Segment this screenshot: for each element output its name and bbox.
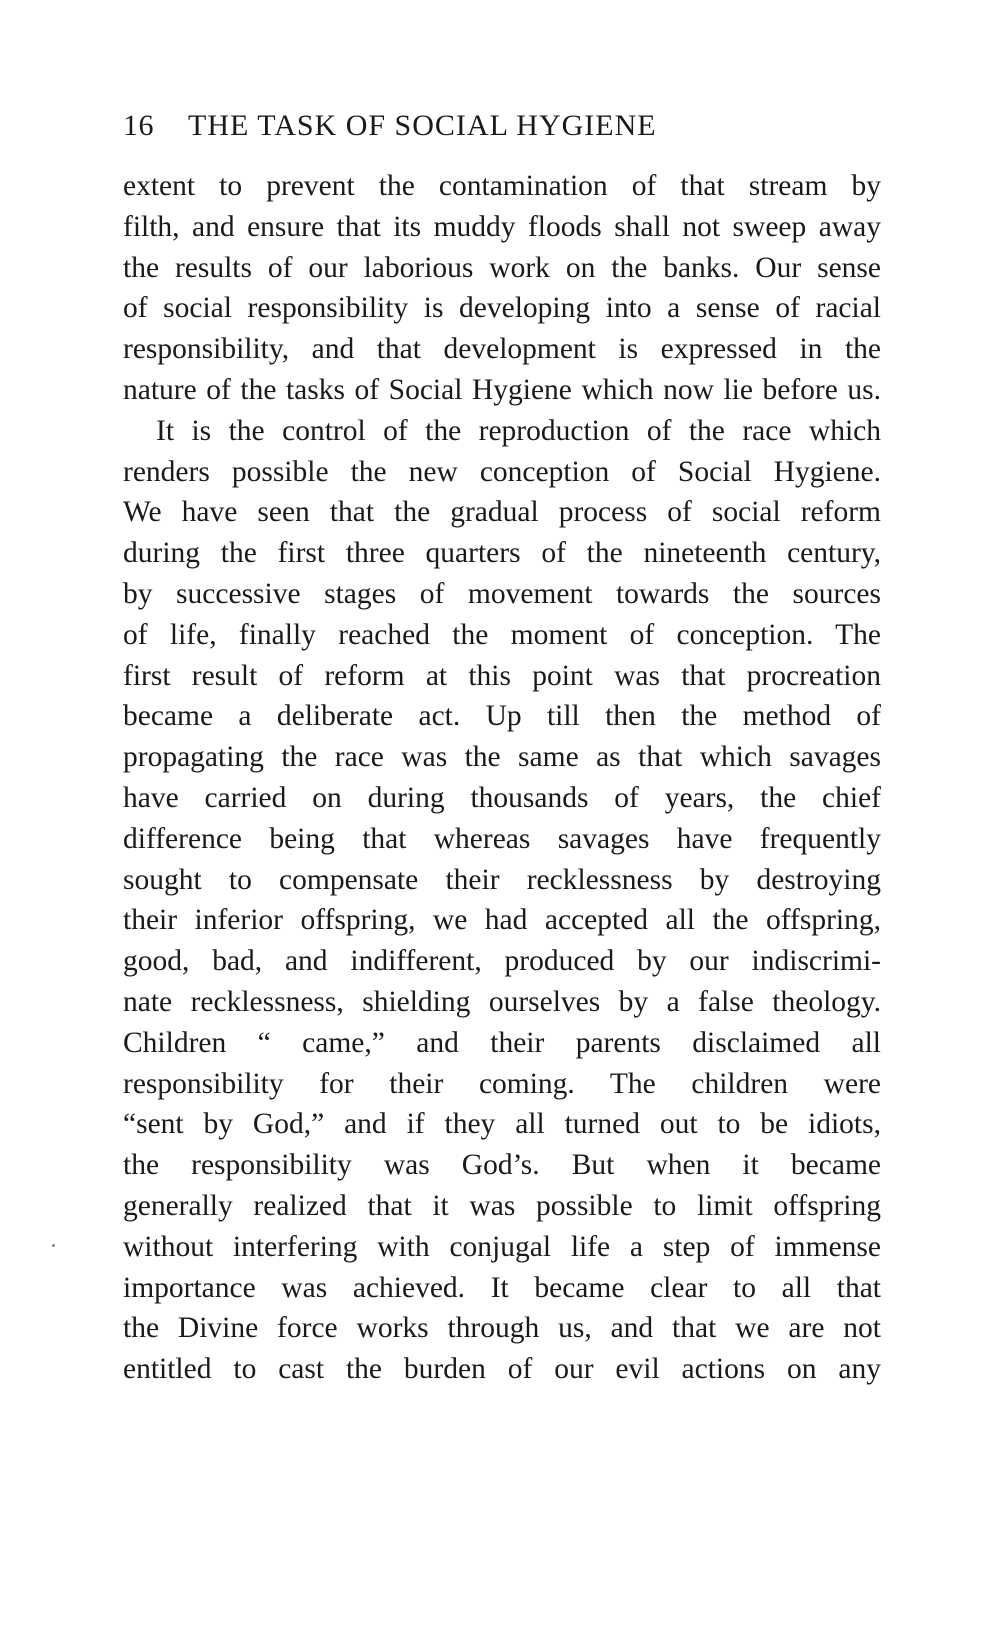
text-line: the Divine force works through us, and that we are not xyxy=(123,1312,881,1345)
text-line: by successive stages of movement towards the sources xyxy=(123,577,881,610)
text-line: “sent by God,” and if they all turned out to be idiots, xyxy=(123,1108,881,1141)
text-line: importance was achieved. It became clear to all that xyxy=(123,1271,881,1304)
book-page xyxy=(123,104,881,1390)
text-line: Children “ came,” and their parents disclaimed all xyxy=(123,1026,881,1059)
text-line: first result of reform at this point was that procreation xyxy=(123,659,881,692)
text-line: difference being that whereas savages have frequently xyxy=(123,822,881,855)
text-line: We have seen that the gradual process of social reform xyxy=(123,496,881,529)
text-line: nature of the tasks of Social Hygiene which now lie before us. xyxy=(123,373,881,406)
text-line: responsibility for their coming. The children were xyxy=(123,1067,881,1100)
text-line: have carried on during thousands of years, the chief xyxy=(123,781,881,814)
text-line: their inferior offspring, we had accepted all the offspring, xyxy=(123,904,881,937)
text-line: nate recklessness, shielding ourselves by a false theology. xyxy=(123,985,881,1018)
text-line: extent to prevent the contamination of that stream by xyxy=(123,170,881,202)
text-line: of social responsibility is developing into a sense of racial xyxy=(123,292,881,325)
text-line: sought to compensate their recklessness by destroying xyxy=(123,863,881,896)
text-line: became a deliberate act. Up till then the method of xyxy=(123,700,881,733)
stray-ink-mark xyxy=(52,1244,55,1247)
text-line: renders possible the new conception of Social Hygiene. xyxy=(123,455,881,488)
text-line: of life, finally reached the moment of conception. The xyxy=(123,618,881,651)
text-line: propagating the race was the same as that which savages xyxy=(123,741,881,774)
text-line: during the first three quarters of the nineteenth century, xyxy=(123,537,881,570)
body-text xyxy=(123,166,881,1390)
text-line: generally realized that it was possible to limit offspring xyxy=(123,1189,881,1222)
text-line: responsibility, and that development is expressed in the xyxy=(123,333,881,366)
text-line: without interfering with conjugal life a step of immense xyxy=(123,1230,881,1263)
text-line: the responsibility was God’s. But when it became xyxy=(123,1149,881,1182)
paragraph-start-line: It is the control of the reproduction of the race which xyxy=(156,414,881,447)
page-number: 16 xyxy=(123,109,154,142)
running-title: THE TASK OF SOCIAL HYGIENE xyxy=(188,109,657,142)
text-line: good, bad, and indifferent, produced by our indiscrimi- xyxy=(123,945,881,978)
text-line: the results of our laborious work on the banks. Our sense xyxy=(123,251,881,284)
running-head xyxy=(123,104,881,148)
text-line: entitled to cast the burden of our evil actions on any xyxy=(123,1353,881,1386)
text-line: filth, and ensure that its muddy floods shall not sweep away xyxy=(123,210,881,243)
